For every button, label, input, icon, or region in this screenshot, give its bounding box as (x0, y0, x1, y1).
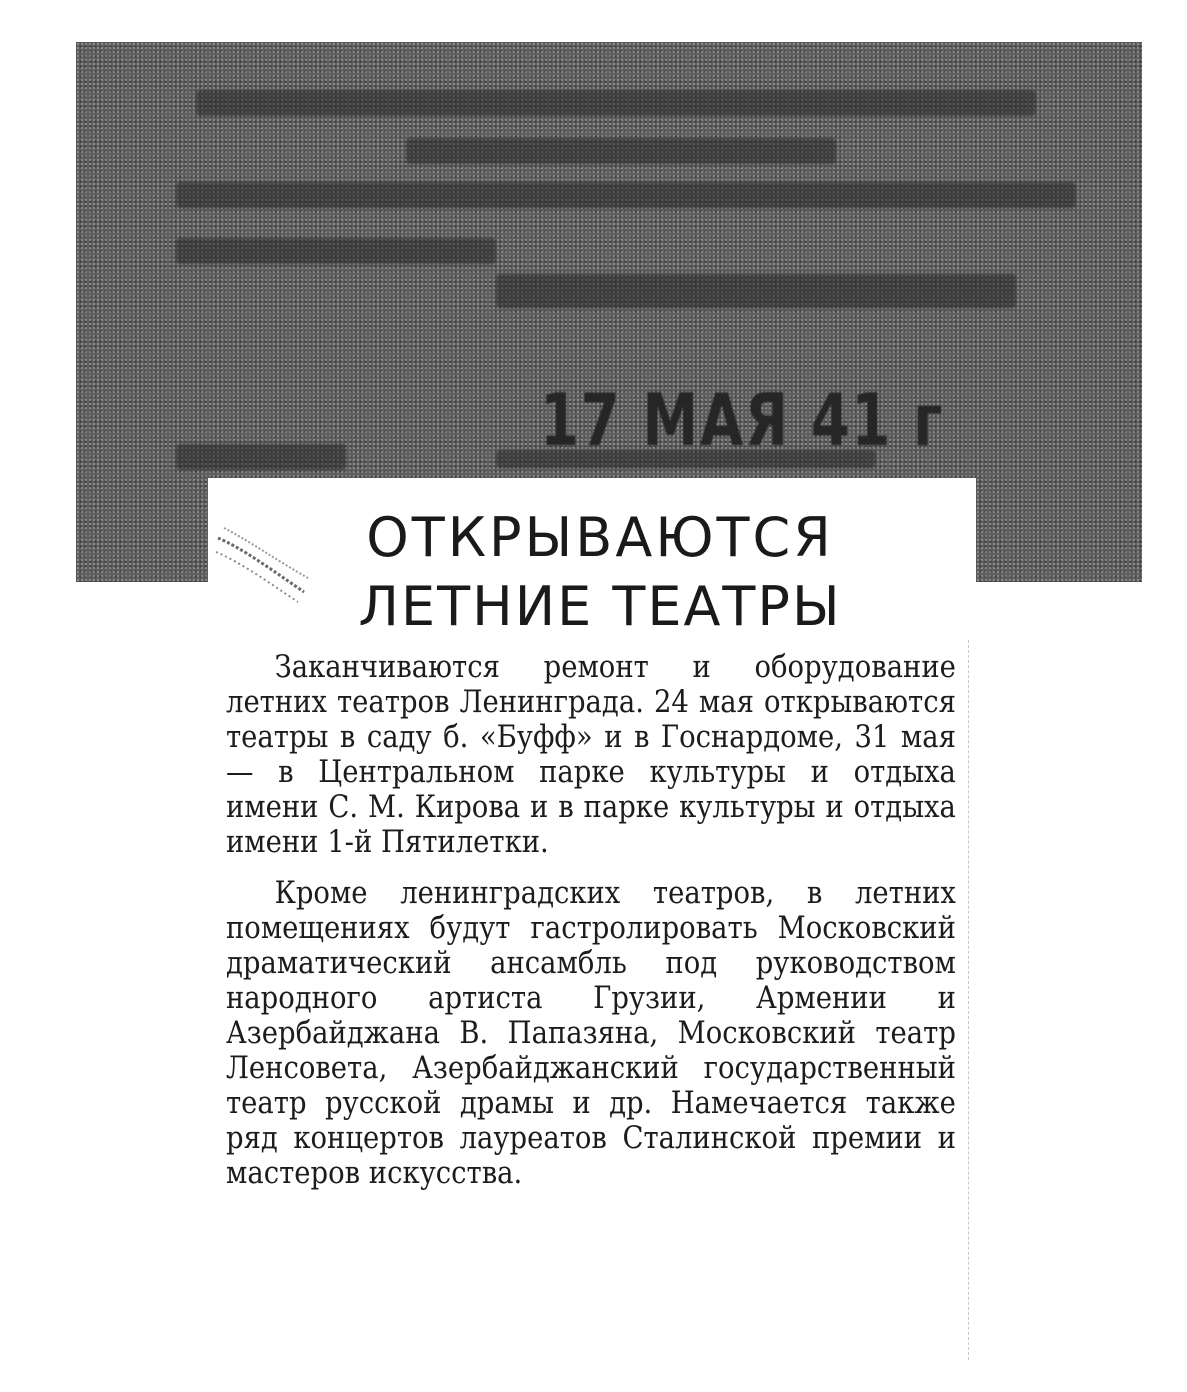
article-headline (300, 505, 900, 638)
article-paragraph-1: Заканчиваются ремонт и оборудование летних театров Ленинграда. 24 мая открываются театры в саду б. «Буфф» и в Госнардоме, 31 мая — в Центральном парке культуры и отдыха имени С. М. Кирова и в парке культуры и отдыха имени 1-й Пятилетки. (226, 650, 956, 860)
header-line (196, 90, 1036, 116)
header-line (176, 182, 1076, 208)
header-line (406, 138, 836, 164)
scribble-mark-icon (212, 520, 312, 610)
headline-line-1: ОТКРЫВАЮТСЯ (366, 506, 834, 569)
stamp-date: 17 МАЯ 41 г (540, 378, 945, 462)
header-line (496, 274, 1016, 308)
article-body (226, 650, 956, 1207)
article-paragraph-2: Кроме ленинградских театров, в летних помещениях будут гастролировать Московский драматический ансамбль под руководством народного артиста Грузии, Армении и Азербайджана В. Папазяна, Московский театр Ленсовета, Азербайджанский государственный театр русской драмы и др. Намечается также ряд концертов лауреатов Сталинской премии и мастеров искусства. (226, 876, 956, 1191)
header-line (176, 238, 496, 264)
header-line (176, 444, 346, 470)
headline-line-2: ЛЕТНИЕ ТЕАТРЫ (358, 575, 842, 638)
